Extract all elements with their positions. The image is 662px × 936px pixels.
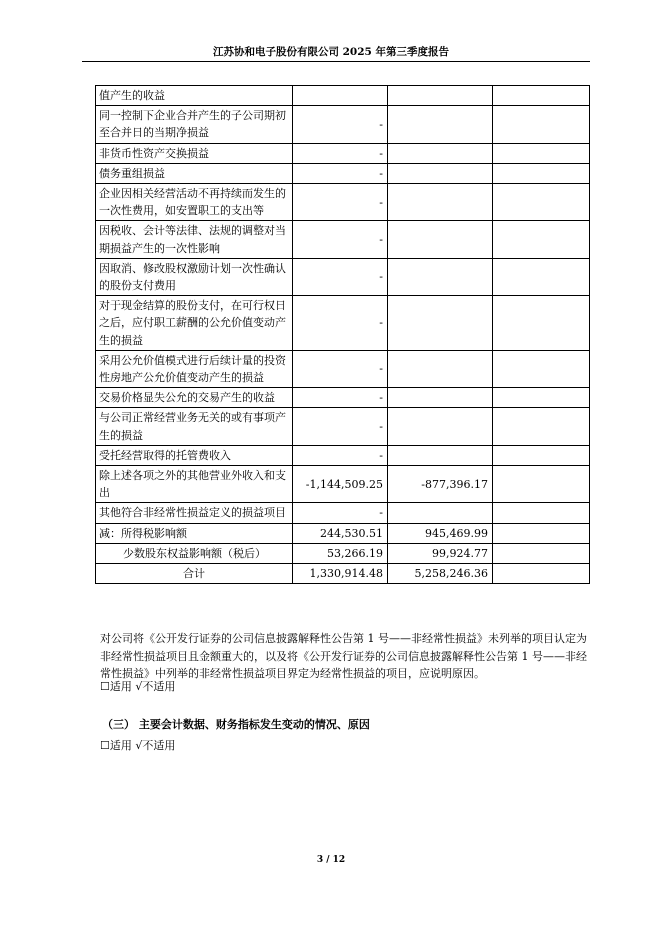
row-note: [493, 143, 590, 163]
row-item-label: 同一控制下企业合并产生的子公司期初至合并日的当期净损益: [96, 106, 293, 143]
row-item-label: 交易价格显失公允的交易产生的收益: [96, 388, 293, 408]
row-value-ytd: [388, 408, 493, 445]
row-note: [493, 466, 590, 503]
table-row: [96, 408, 590, 445]
row-note: [493, 408, 590, 445]
row-value-current: -1,144,509.25: [293, 466, 388, 503]
table-row: [96, 184, 590, 221]
row-value-ytd: 99,924.77: [388, 543, 493, 563]
row-item-label: 值产生的收益: [96, 86, 293, 106]
row-note: [493, 221, 590, 258]
non-recurring-gains-table: [95, 85, 590, 584]
row-value-ytd: [388, 184, 493, 221]
table-row: [96, 221, 590, 258]
row-value-current: 1,330,914.48: [293, 564, 388, 584]
row-value-current: -: [293, 184, 388, 221]
header-divider: [82, 61, 590, 62]
row-item-label: 非货币性资产交换损益: [96, 143, 293, 163]
table-row: [96, 445, 590, 465]
row-note: [493, 503, 590, 523]
table-row: [96, 163, 590, 183]
row-item-label: 减：所得税影响额: [96, 523, 293, 543]
row-value-current: -: [293, 106, 388, 143]
row-note: [493, 523, 590, 543]
row-item-label: 因取消、修改股权激励计划一次性确认的股份支付费用: [96, 258, 293, 295]
row-value-current: [293, 86, 388, 106]
row-item-label: 债务重组损益: [96, 163, 293, 183]
row-note: [493, 543, 590, 563]
row-value-ytd: [388, 258, 493, 295]
row-value-ytd: 5,258,246.36: [388, 564, 493, 584]
row-value-current: 53,266.19: [293, 543, 388, 563]
row-value-ytd: [388, 86, 493, 106]
table-row: [96, 86, 590, 106]
row-note: [493, 163, 590, 183]
row-value-ytd: [388, 163, 493, 183]
table-row: [96, 106, 590, 143]
applicability-checkbox-line: ☐适用 √不适用: [100, 739, 176, 752]
row-value-current: -: [293, 350, 388, 387]
table-row: [96, 543, 590, 563]
row-note: [493, 296, 590, 351]
row-item-label: 采用公允价值模式进行后续计量的投资性房地产公允价值变动产生的损益: [96, 350, 293, 387]
applicability-checkbox-line: ☐适用 √不适用: [100, 680, 176, 693]
row-item-label: 其他符合非经常性损益定义的损益项目: [96, 503, 293, 523]
row-note: [493, 388, 590, 408]
row-value-ytd: [388, 221, 493, 258]
row-item-label: 对于现金结算的股份支付，在可行权日之后，应付职工薪酬的公允价值变动产生的损益: [96, 296, 293, 351]
row-value-current: -: [293, 143, 388, 163]
row-value-current: -: [293, 163, 388, 183]
row-item-label: 与公司正常经营业务无关的或有事项产生的损益: [96, 408, 293, 445]
row-value-ytd: 945,469.99: [388, 523, 493, 543]
row-value-current: -: [293, 221, 388, 258]
row-note: [493, 184, 590, 221]
row-value-current: -: [293, 503, 388, 523]
row-item-label: 企业因相关经营活动不再持续而发生的一次性费用，如安置职工的支出等: [96, 184, 293, 221]
table-total-row: [96, 564, 590, 584]
row-value-ytd: [388, 350, 493, 387]
row-value-ytd: -877,396.17: [388, 466, 493, 503]
row-value-ytd: [388, 503, 493, 523]
row-value-current: -: [293, 388, 388, 408]
row-value-current: -: [293, 296, 388, 351]
row-item-label: 少数股东权益影响额（税后）: [96, 543, 293, 563]
row-note: [493, 86, 590, 106]
row-item-label: 合计: [96, 564, 293, 584]
row-note: [493, 564, 590, 584]
table-row: [96, 258, 590, 295]
row-value-ytd: [388, 445, 493, 465]
table-row: [96, 350, 590, 387]
report-header-title: 江苏协和电子股份有限公司 2025 年第三季度报告: [212, 46, 450, 58]
row-value-current: -: [293, 258, 388, 295]
row-item-label: 受托经营取得的托管费收入: [96, 445, 293, 465]
row-note: [493, 258, 590, 295]
row-value-ytd: [388, 296, 493, 351]
row-value-current: -: [293, 445, 388, 465]
row-value-ytd: [388, 143, 493, 163]
table-row: [96, 523, 590, 543]
row-value-ytd: [388, 388, 493, 408]
row-note: [493, 350, 590, 387]
row-item-label: 除上述各项之外的其他营业外收入和支出: [96, 466, 293, 503]
table-row: [96, 143, 590, 163]
row-note: [493, 445, 590, 465]
row-item-label: 因税收、会计等法律、法规的调整对当期损益产生的一次性影响: [96, 221, 293, 258]
row-value-current: 244,530.51: [293, 523, 388, 543]
row-value-ytd: [388, 106, 493, 143]
table-row: [96, 388, 590, 408]
table-row: [96, 466, 590, 503]
row-value-current: -: [293, 408, 388, 445]
table-row: [96, 296, 590, 351]
table-row: [96, 503, 590, 523]
row-note: [493, 106, 590, 143]
explanation-paragraph: 对公司将《公开发行证券的公司信息披露解释性公告第 1 号——非经常性损益》未列举的项目认定为非经常性损益项目且金额重大的，以及将《公开发行证券的公司信息披露解释性公告第 1 号——非经常性损益》中列举的非经常性损益项目界定为经常性损益的项目，应说明原因。: [100, 632, 587, 680]
page-number: 3 / 12: [316, 855, 346, 865]
section-heading: （三） 主要会计数据、财务指标发生变动的情况、原因: [102, 718, 370, 731]
